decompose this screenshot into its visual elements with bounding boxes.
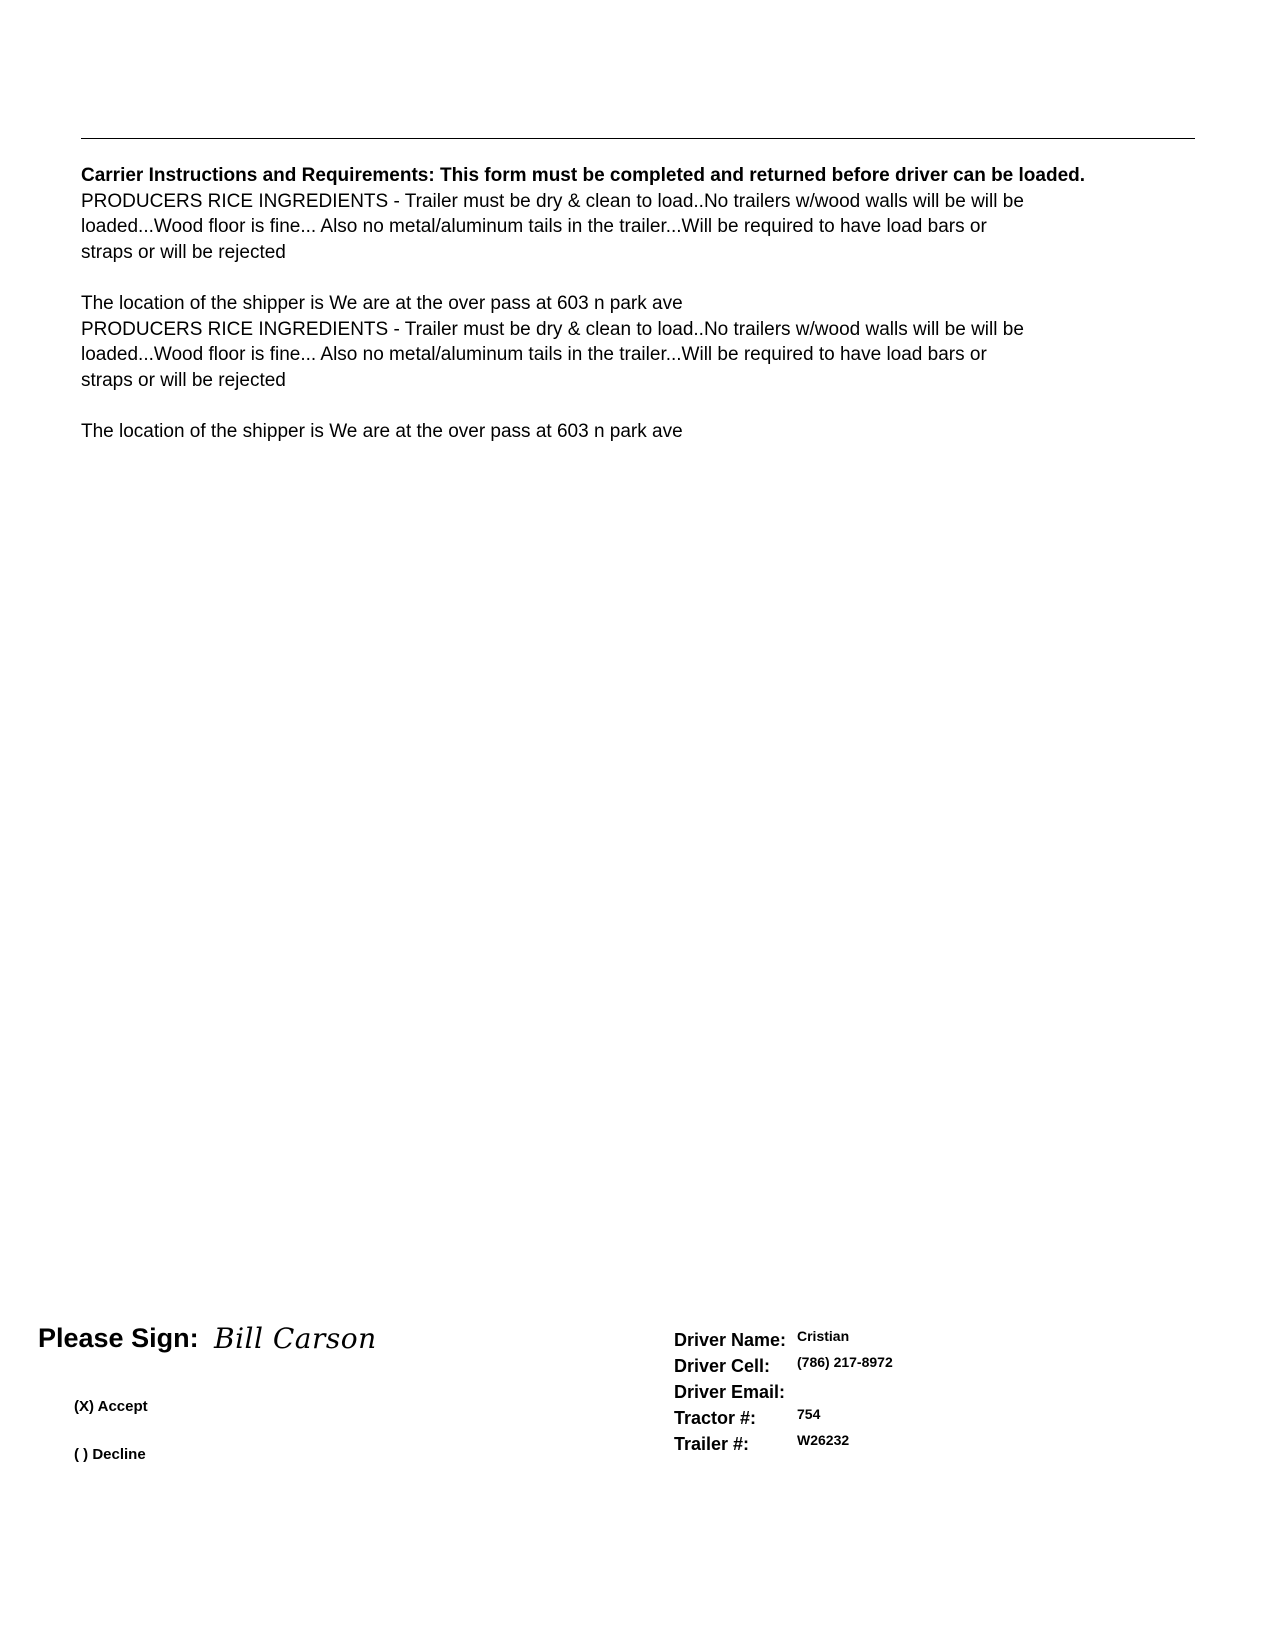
signature[interactable]: Bill Carson bbox=[214, 1322, 377, 1355]
instructions-line: PRODUCERS RICE INGREDIENTS - Trailer must be dry & clean to load..No trailers w/wood walls will be will be bbox=[81, 190, 1024, 212]
driver-name-value: Cristian bbox=[797, 1328, 850, 1344]
tractor-label: Tractor #: bbox=[674, 1408, 757, 1428]
instructions-line: straps or will be rejected bbox=[81, 241, 286, 263]
driver-cell-value: (786) 217-8972 bbox=[797, 1354, 893, 1370]
instructions-heading: Carrier Instructions and Requirements: This form must be completed and returned before driver can be loaded. bbox=[81, 165, 1086, 186]
tractor-value: 754 bbox=[797, 1406, 821, 1422]
instructions-line: loaded...Wood floor is fine... Also no metal/aluminum tails in the trailer...Will be required to have load bars or bbox=[81, 344, 987, 366]
trailer-label: Trailer #: bbox=[674, 1434, 750, 1454]
trailer-value: W26232 bbox=[797, 1432, 850, 1448]
instructions-line: straps or will be rejected bbox=[81, 369, 286, 391]
please-sign-label: Please Sign: bbox=[38, 1323, 199, 1353]
shipper-location: The location of the shipper is We are at the over pass at 603 n park ave bbox=[81, 420, 683, 442]
instructions-line: loaded...Wood floor is fine... Also no metal/aluminum tails in the trailer...Will be required to have load bars or bbox=[81, 216, 987, 238]
driver-cell-label: Driver Cell: bbox=[674, 1356, 771, 1376]
accept-option[interactable]: (X) Accept bbox=[74, 1398, 148, 1415]
instructions-line: PRODUCERS RICE INGREDIENTS - Trailer must be dry & clean to load..No trailers w/wood walls will be will be bbox=[81, 318, 1024, 340]
carrier-instructions bbox=[81, 163, 1201, 445]
driver-name-label: Driver Name: bbox=[674, 1330, 787, 1350]
driver-email-label: Driver Email: bbox=[674, 1382, 786, 1402]
header-divider bbox=[81, 138, 1195, 139]
shipper-location: The location of the shipper is We are at the over pass at 603 n park ave bbox=[81, 292, 683, 314]
decline-option[interactable]: ( ) Decline bbox=[74, 1446, 146, 1463]
